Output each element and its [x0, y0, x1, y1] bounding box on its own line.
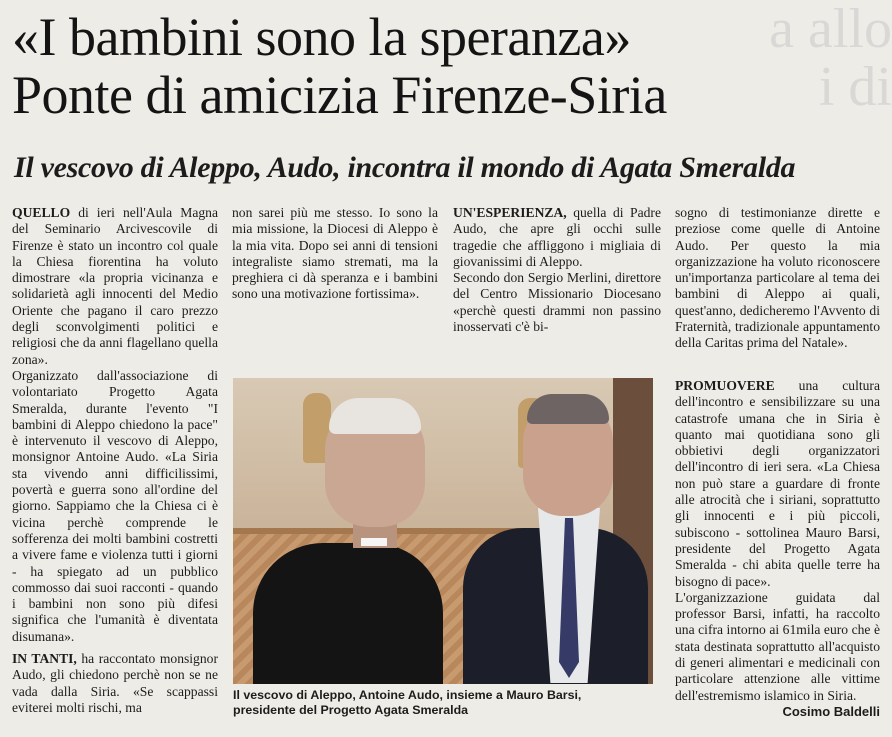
lead-word: QUELLO	[12, 205, 71, 220]
ghost-line-1: a allo	[769, 0, 892, 60]
ghost-line-2: i di	[818, 56, 892, 118]
article-column-1	[12, 205, 218, 716]
article-column-4-top	[675, 205, 880, 352]
news-photo	[233, 378, 653, 684]
lead-word: IN TANTI,	[12, 651, 77, 667]
barsi-hair	[527, 394, 609, 424]
paragraph: sogno di testimonianze dirette e preziose come quelle di Antoine Audo. Per questo la mia organizzazione ha voluto riconoscere un'importanza particolare al tema dei bambini di Aleppo ai quali, quest'anno, dedicheremo l'Avvento di Fraternità, tradizionale appuntamento della Caritas prima del Natale».	[675, 205, 880, 351]
article-column-3	[453, 205, 661, 335]
paragraph: Secondo don Sergio Merlini, direttore del Centro Missionario Diocesano «perchè questi drammi non passino inosservati c'è bi-	[453, 270, 661, 335]
bishop-hair	[329, 398, 421, 434]
headline-line-2: Ponte di amicizia Firenze-Siria	[12, 65, 667, 125]
paragraph: non sarei più me stesso. Io sono la mia missione, la Diocesi di Aleppo è la mia vita. Dopo sei anni di tensioni integraliste siamo stremati, ma la preghiera ci dà speranza e i bambini sono una motivazione fortissima».	[232, 205, 438, 302]
bishop-figure	[253, 543, 443, 684]
paragraph: L'organizzazione guidata dal professor Barsi, infatti, ha raccolto una cifra intorno ai 61mila euro che è stata destinata soprattutto all'acquisto di generi alimentari e medicinali con particolare attenzione alle vittime dell'estremismo islamico in Siria.	[675, 589, 880, 703]
paragraph	[12, 205, 218, 368]
caption-line-1: Il vescovo di Aleppo, Antoine Audo, insieme a Mauro Barsi,	[233, 688, 582, 702]
paragraph: Organizzato dall'associazione di volontariato Progetto Agata Smeralda, durante l'evento "I bambini di Aleppo chiedono la pace" è intervenuto il vescovo di Aleppo, monsignor Antoine Audo. «La Siria sta vivendo anni difficilissimi, povertà e guerra sono all'ordine del giorno. Sappiamo che la Chiesa ci è vicina perchè comprende le sofferenza dei molti bambini costretti a vivere fame e violenza tutti i giorni - ha spiegato ad un pubblico commosso dai suoi racconti - quando i bambini non sono più difesi significa che l'umanità è diventata disumana».	[12, 367, 218, 644]
photo-caption	[233, 688, 653, 718]
caption-line-2: presidente del Progetto Agata Smeralda	[233, 703, 469, 717]
subtitle: Il vescovo di Aleppo, Audo, incontra il mondo di Agata Smeralda	[14, 151, 796, 184]
lead-word: UN'ESPERIENZA,	[453, 205, 567, 220]
clerical-collar	[361, 538, 387, 546]
headline	[12, 8, 812, 124]
article-column-2	[232, 205, 438, 303]
article-column-4-bottom	[675, 378, 880, 720]
paragraph-text: quella di Padre Audo, che apre gli occhi sulle tragedie che affliggono i migliaia di giovanissimi di Aleppo.	[453, 205, 661, 269]
headline-line-1: «I bambini sono la speranza»	[12, 7, 631, 67]
paragraph-text: di ieri nell'Aula Magna del Seminario Arcivescovile di Firenze è stato un incontro col quale la Chiesa fiorentina ha voluto dimostrare «la propria vicinanza e solidarietà agli innocenti del Medio Oriente che pagano il caro prezzo degli sconvolgimenti politici e religiosi che da anni flagellano quella zona».	[12, 205, 218, 367]
author-signature: Cosimo Baldelli	[782, 703, 880, 719]
paragraph	[12, 651, 218, 716]
paragraph-text: ha raccontato monsignor Audo, gli chiedono perchè non se ne vada dalla Siria. «Se scappassi eviterei molti rischi, ma	[12, 651, 218, 715]
paragraph-text: una cultura dell'incontro e sensibilizzare su una catastrofe umana che in Siria è quanto mai quotidiana sono gli obbietivi degli organizzatori dell'incontro di ieri sera. «La Chiesa non può stare a guardare di fronte alle atrocità che i siriani, soprattutto gli innocenti e i più piccoli, subiscono - sottolinea Mauro Barsi, presidente del Progetto Agata Smeralda - chi abita quelle terre ha bisogno di pace».	[675, 378, 880, 589]
lead-word: PROMUOVERE	[675, 378, 775, 393]
paragraph	[675, 378, 880, 590]
paragraph	[453, 205, 661, 270]
